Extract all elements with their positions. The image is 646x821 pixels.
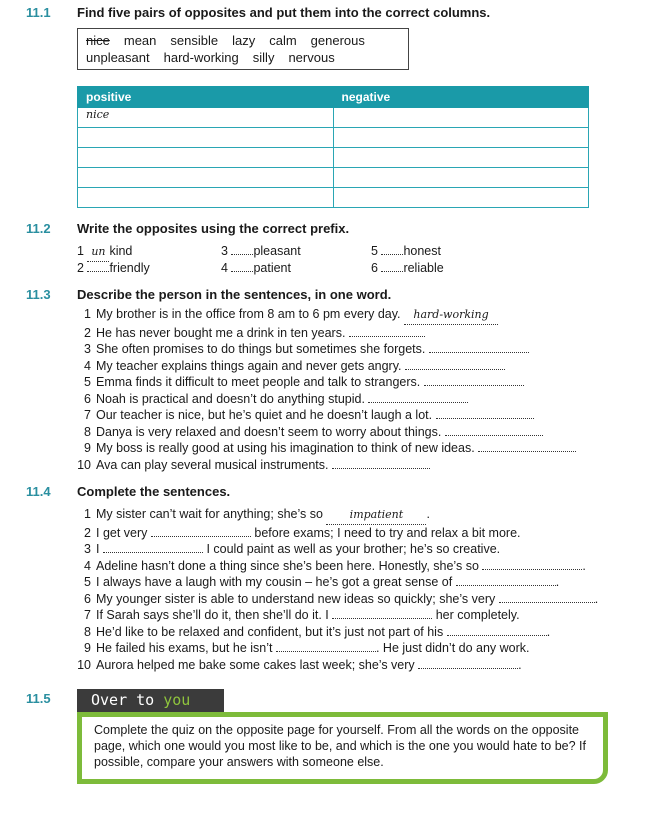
list-item: 6 reliable — [371, 261, 444, 275]
list-item: 7 Our teacher is nice, but he’s quiet and he doesn’t laugh a lot. — [77, 407, 576, 424]
exercise-number: 11.3 — [26, 287, 51, 302]
prefix-blank[interactable] — [231, 271, 253, 272]
list-item: 4 My teacher explains things again and never gets angry. — [77, 358, 576, 375]
answer-field[interactable]: impatient — [326, 507, 426, 525]
table-cell[interactable]: nice — [78, 108, 334, 128]
list-item: 3 I I could paint as well as your brother; he’s so creative. — [84, 542, 501, 556]
answer-field[interactable] — [368, 391, 468, 403]
list-item: 6 Noah is practical and doesn’t do anything stupid. — [77, 391, 576, 408]
answer-field[interactable] — [482, 558, 582, 570]
prefix-blank[interactable] — [381, 271, 403, 272]
answer-field[interactable] — [349, 325, 425, 337]
list-item: 4 Adeline hasn’t done a thing since she’s been here. Honestly, she’s so . — [84, 558, 586, 573]
list-item: 6 My younger sister is able to understand new ideas so quickly; she’s very . — [84, 591, 599, 606]
word-item: silly — [252, 50, 275, 65]
answer-field[interactable] — [478, 440, 576, 452]
table-cell[interactable] — [333, 128, 589, 148]
sentence-list — [77, 306, 576, 473]
table-cell[interactable] — [333, 168, 589, 188]
answer-field[interactable] — [418, 657, 518, 669]
prefix-blank[interactable] — [381, 254, 403, 255]
word-item: nervous — [288, 50, 335, 65]
positive-column-header: positive — [78, 87, 334, 108]
list-item: 10 Ava can play several musical instruments. — [77, 457, 576, 474]
opposites-table — [77, 86, 589, 208]
over-to-you-box — [77, 712, 608, 784]
answer-field[interactable] — [276, 640, 376, 652]
answer-field[interactable] — [405, 358, 505, 370]
answer-field[interactable] — [151, 525, 251, 537]
answer-field[interactable] — [332, 607, 432, 619]
list-item: 9 My boss is really good at using his imagination to think of new ideas. — [77, 440, 576, 457]
prefix-answer[interactable]: un — [87, 244, 109, 262]
answer-field[interactable] — [499, 591, 595, 603]
list-item: 7 If Sarah says she’ll do it, then she’ll do it. I her completely. — [84, 608, 520, 622]
exercise-number: 11.5 — [26, 691, 51, 706]
list-item: 1 My brother is in the office from 8 am to 6 pm every day. hard-working — [77, 306, 576, 325]
exercise-title: Find five pairs of opposites and put them into the correct columns. — [77, 5, 491, 20]
list-item: 2 He has never bought me a drink in ten years. — [77, 325, 576, 342]
word-box — [77, 28, 409, 70]
table-cell[interactable] — [333, 188, 589, 208]
word-item: lazy — [232, 33, 256, 48]
answer-field[interactable] — [332, 457, 430, 469]
word-item: calm — [269, 33, 297, 48]
exercise-title: Describe the person in the sentences, in one word. — [77, 287, 392, 302]
word-item: nice — [86, 33, 110, 48]
exercise-number: 11.4 — [26, 484, 51, 499]
table-cell[interactable] — [333, 148, 589, 168]
list-item: 2 friendly — [77, 261, 150, 275]
answer-field[interactable] — [103, 541, 203, 553]
list-item: 8 Danya is very relaxed and doesn’t seem to worry about things. — [77, 424, 576, 441]
table-cell[interactable] — [78, 168, 334, 188]
word-item: unpleasant — [86, 50, 150, 65]
answer-field[interactable] — [436, 407, 534, 419]
negative-column-header: negative — [333, 87, 589, 108]
word-item: mean — [123, 33, 157, 48]
table-cell[interactable] — [78, 148, 334, 168]
sentence-list — [77, 506, 598, 673]
answer-field[interactable] — [429, 341, 529, 353]
table-cell[interactable] — [78, 188, 334, 208]
prefix-blank[interactable] — [87, 271, 109, 272]
word-item: sensible — [170, 33, 219, 48]
answer-field[interactable] — [447, 624, 547, 636]
list-item: 2 I get very before exams; I need to try and relax a bit more. — [84, 525, 521, 540]
answer-field[interactable]: hard-working — [404, 307, 498, 325]
exercise-number: 11.1 — [26, 5, 51, 20]
table-cell[interactable] — [78, 128, 334, 148]
exercise-number: 11.2 — [26, 221, 51, 236]
list-item: 4 patient — [221, 261, 291, 275]
exercise-title: Complete the sentences. — [77, 484, 231, 499]
list-item: 5 honest — [371, 244, 441, 258]
answer-field[interactable] — [445, 424, 543, 436]
list-item: 5 Emma finds it difficult to meet people and talk to strangers. — [77, 374, 576, 391]
exercise-title: Write the opposites using the correct prefix. — [77, 221, 350, 236]
list-item: 9 He failed his exams, but he isn’t . He just didn’t do any work. — [84, 641, 530, 655]
list-item: 10 Aurora helped me bake some cakes last week; she’s very . — [77, 657, 522, 672]
word-item: hard-working — [163, 50, 239, 65]
list-item: 8 He’d like to be relaxed and confident, but it’s just not part of his . — [84, 624, 551, 639]
over-to-you-heading: Over to you — [77, 689, 224, 712]
table-cell[interactable] — [333, 108, 589, 128]
word-item: generous — [310, 33, 365, 48]
list-item: 3 She often promises to do things but sometimes she forgets. — [77, 341, 576, 358]
list-item: 3 pleasant — [221, 244, 301, 258]
list-item: 5 I always have a laugh with my cousin – he’s got a great sense of . — [84, 575, 560, 589]
answer-field[interactable] — [456, 574, 556, 586]
list-item: 1 un kind — [77, 243, 132, 262]
list-item: 1 My sister can’t wait for anything; she’s so impatient . — [77, 506, 598, 525]
over-to-you-text: Complete the quiz on the opposite page for yourself. From all the words on the opposite page, which one would you most like to be, and which is the one you would hate to be? If possible, compare your answers with someone else. — [94, 723, 586, 769]
answer-field[interactable] — [424, 374, 524, 386]
prefix-blank[interactable] — [231, 254, 253, 255]
